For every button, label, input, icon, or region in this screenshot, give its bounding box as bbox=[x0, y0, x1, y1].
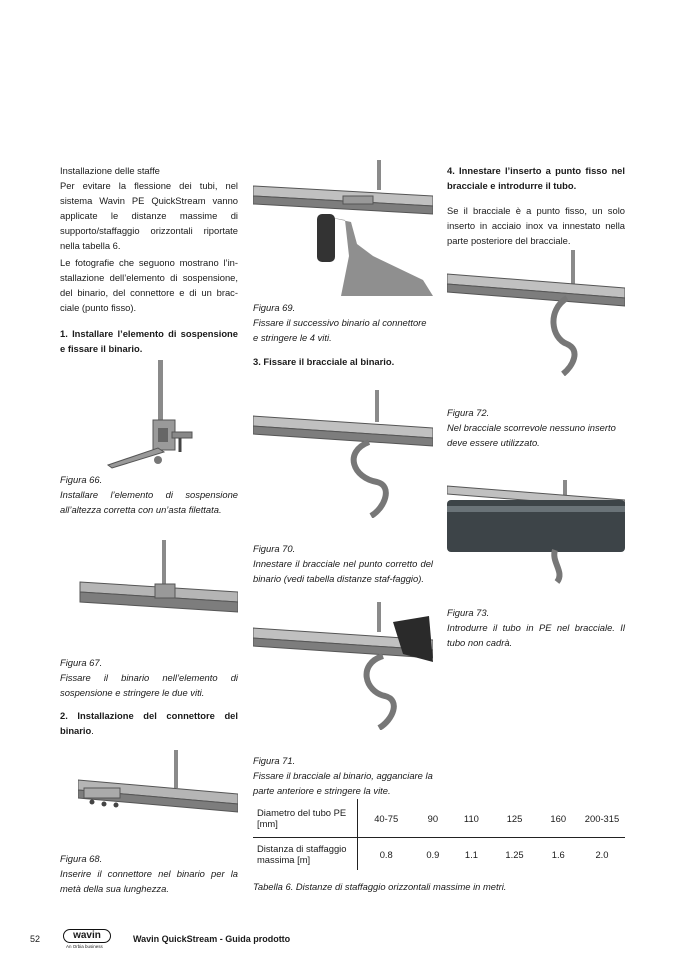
figure-73-caption: Introdurre il tubo in PE nel bracciale. Il tubo non cadrà. bbox=[447, 622, 625, 648]
figure-73-photo bbox=[447, 480, 625, 584]
step4-paragraph: Se il bracciale è a punto fisso, un solo inserto in acciaio inox va innestato nella parte posteriore del bracciale. bbox=[447, 205, 625, 246]
table-row1-label: Diametro del tubo PE [mm] bbox=[253, 799, 358, 838]
figure-70-label: Figura 70. bbox=[253, 543, 296, 554]
figure-72-label: Figura 72. bbox=[447, 407, 490, 418]
figure-70-photo bbox=[253, 390, 433, 518]
table-cell: 2.0 bbox=[595, 848, 609, 860]
distance-table bbox=[253, 799, 625, 870]
table-cell: 40-75 bbox=[358, 799, 415, 838]
table-cell: 1.25 bbox=[505, 848, 524, 860]
figure-72-caption: Nel bracciale scorrevole nessuno inserto deve essere utilizzato. bbox=[447, 422, 616, 448]
table-cell: 125 bbox=[492, 799, 538, 838]
figure-71-label: Figura 71. bbox=[253, 755, 296, 766]
table-cell: 1.6 bbox=[551, 848, 565, 860]
figure-69-caption: Fissare il successivo binario al connettore e stringere le 4 viti. bbox=[253, 317, 427, 343]
step3-heading: 3. Fissare il bracciale al binario. bbox=[253, 356, 395, 367]
table-cell: 110 bbox=[451, 799, 491, 838]
table-cell: 90 bbox=[414, 799, 451, 838]
figure-68-caption: Inserire il connettore nel binario per la metà della sua lunghezza. bbox=[60, 868, 238, 894]
table-cell: 0.9 bbox=[426, 848, 440, 860]
figure-69-label: Figura 69. bbox=[253, 302, 296, 313]
photos-intro-paragraph: Le fotografie che seguono mostrano l’in-stallazione dell’elemento di sospensione, del binario, del connettore e di un brac-ciale (punto fisso). bbox=[60, 257, 238, 313]
table-cell: 0.8 bbox=[379, 848, 393, 860]
section-title: Installazione delle staffe bbox=[60, 165, 160, 176]
figure-71-photo bbox=[253, 602, 433, 730]
figure-68-photo bbox=[78, 750, 238, 820]
intro-paragraph: Per evitare la flessione dei tubi, nel sistema Wavin PE QuickStream vanno applicate le distanze massime di supporto/staffaggio orizzontali riportate nella tabella 6. bbox=[60, 180, 238, 251]
page-number: 52 bbox=[30, 934, 41, 944]
table-row2-label: Distanza di staffaggio massima [m] bbox=[253, 838, 358, 871]
step1-heading: 1. Installare l’elemento di sospensione e fissare il binario. bbox=[60, 328, 238, 354]
figure-68-label: Figura 68. bbox=[60, 853, 103, 864]
figure-71-caption: Fissare il bracciale al binario, agganciare la parte anteriore e stringere la vite. bbox=[253, 770, 433, 796]
figure-73-label: Figura 73. bbox=[447, 607, 490, 618]
wavin-logo: wavin bbox=[63, 929, 111, 943]
table-cell: 160 bbox=[538, 799, 579, 838]
figure-72-photo bbox=[447, 250, 625, 376]
footer-title: Wavin QuickStream - Guida prodotto bbox=[133, 934, 291, 944]
step2-heading: 2. Installazione del connettore del binario. bbox=[60, 710, 238, 736]
step4-heading: 4. Innestare l’inserto a punto fisso nel bracciale e introdurre il tubo. bbox=[447, 165, 625, 191]
figure-66-caption: Installare l’elemento di sospensione all’altezza corretta con un’asta filettata. bbox=[60, 489, 238, 515]
figure-67-photo bbox=[60, 540, 238, 645]
figure-69-photo bbox=[253, 160, 433, 296]
figure-67-label: Figura 67. bbox=[60, 657, 103, 668]
figure-67-caption: Fissare il binario nell’elemento di sospensione e stringere le due viti. bbox=[60, 672, 238, 698]
figure-66-label: Figura 66. bbox=[60, 474, 103, 485]
figure-70-caption: Innestare il bracciale nel punto corretto del binario (vedi tabella distanze staf-faggio). bbox=[253, 558, 433, 584]
figure-66-photo bbox=[98, 360, 216, 472]
table-cell: 1.1 bbox=[464, 848, 478, 860]
table-caption: Tabella 6. Distanze di staffaggio orizzontali massime in metri. bbox=[253, 881, 507, 892]
logo-subtitle: An Orbia business bbox=[66, 944, 103, 949]
table-cell: 200-315 bbox=[579, 799, 625, 838]
